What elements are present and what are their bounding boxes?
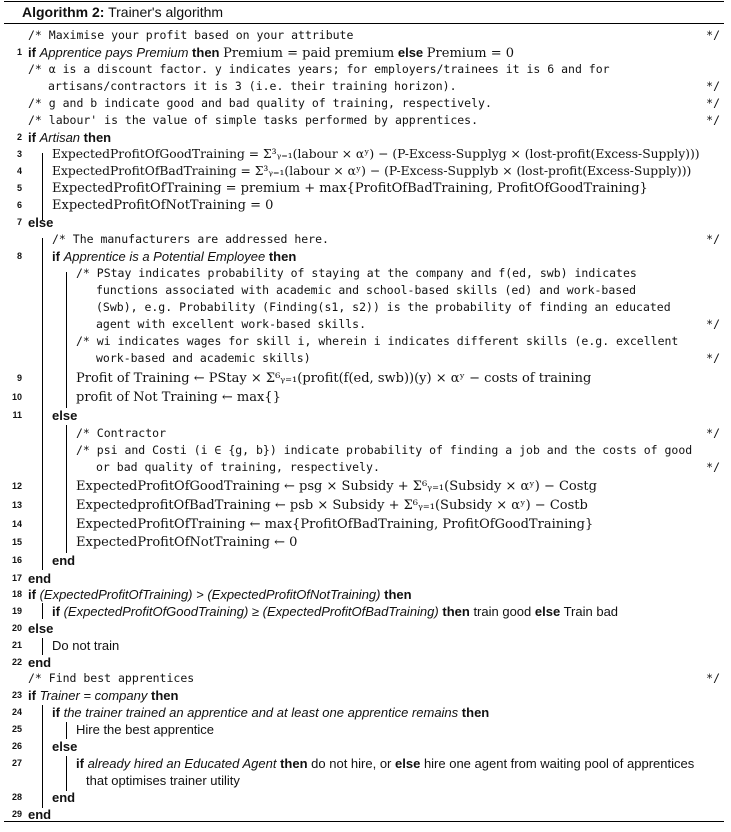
- line-number: 12: [11, 481, 22, 491]
- line-code: end: [52, 553, 76, 568]
- algorithm-line: [4, 789, 724, 806]
- caption-rule: [4, 23, 724, 24]
- line-number: 28: [11, 792, 22, 802]
- algorithm-line: [4, 129, 724, 146]
- comment-end: */: [706, 460, 720, 474]
- algorithm-line: [4, 44, 724, 61]
- algorithm-line: [4, 570, 724, 587]
- algorithm-line: [4, 738, 724, 755]
- line-code: else: [52, 739, 78, 754]
- line-number: 7: [16, 217, 22, 227]
- comment-line: [4, 670, 724, 687]
- line-number: 15: [11, 537, 22, 547]
- algorithm-line: [4, 478, 724, 495]
- line-code: if (ExpectedProfitOfTraining) > (ExpectedProfitOfNotTraining) then: [28, 587, 412, 602]
- line-code: ExpectedProfitOfTraining = premium + max{ProfitOfBadTraining, ProfitOfGoodTraining}: [52, 181, 648, 196]
- algorithm-line: [4, 620, 724, 637]
- line-code: if already hired an Educated Agent then do not hire, or else hire one agent from waiting pool of apprentices: [76, 756, 695, 771]
- algorithm-line: [4, 163, 724, 180]
- comment-line: [4, 459, 724, 476]
- line-code: Profit of Training ← PStay × Σ⁶ᵧ₌₁(profit(f(ed, swb))(y) × αʸ − costs of training: [76, 371, 592, 386]
- comment-text: work-based and academic skills): [96, 351, 311, 365]
- caption-label: Algorithm 2:: [22, 4, 105, 20]
- algorithm-line: [4, 516, 724, 533]
- algorithm-line: [4, 389, 724, 406]
- comment-line: [4, 425, 724, 442]
- algorithm-line: [4, 180, 724, 197]
- line-code: if Artisan then: [28, 130, 112, 145]
- bottom-rule: [4, 821, 724, 822]
- line-number: 16: [11, 555, 22, 565]
- line-code: else: [28, 621, 54, 636]
- comment-end: */: [706, 96, 720, 110]
- comment-end: */: [706, 317, 720, 331]
- comment-text: /* Maximise your profit based on your attribute: [28, 28, 354, 42]
- comment-text: /* labour' is the value of simple tasks performed by apprentices.: [28, 113, 479, 127]
- line-number: 3: [16, 149, 22, 159]
- comment-line: [4, 299, 724, 316]
- line-number: 17: [11, 573, 22, 583]
- comment-line: [4, 316, 724, 333]
- algorithm-line: [4, 248, 724, 265]
- line-number: 29: [11, 809, 22, 819]
- line-code: Hire the best apprentice: [76, 722, 215, 737]
- line-code: ExpectedProfitOfNotTraining ← 0: [76, 535, 298, 550]
- comment-line: [4, 333, 724, 350]
- comment-line: [4, 27, 724, 44]
- algorithm-line: [4, 721, 724, 738]
- comment-end: */: [706, 671, 720, 685]
- line-number: 14: [11, 519, 22, 529]
- comment-line: [4, 282, 724, 299]
- algorithm-line: [4, 497, 724, 514]
- line-code: else: [52, 408, 78, 423]
- line-code: if Apprentice is a Potential Employee then: [52, 249, 297, 264]
- comment-end: */: [706, 351, 720, 365]
- line-number: 11: [12, 410, 22, 420]
- comment-text: agent with excellent work-based skills.: [96, 317, 367, 331]
- algorithm-line: [4, 214, 724, 231]
- algorithm-caption: [22, 4, 223, 20]
- line-code: end: [28, 571, 52, 586]
- comment-text: /* wi indicates wages for skill i, wherein i indicates different skills (e.g. excellent: [76, 334, 679, 348]
- comment-line: [4, 112, 724, 129]
- caption-title: Trainer's algorithm: [108, 4, 224, 20]
- line-number: 1: [16, 47, 22, 57]
- line-code: ExpectedProfitOfGoodTraining ← psg × Subsidy + Σ⁶ᵧ₌₁(Subsidy × αʸ) − Costg: [76, 479, 597, 494]
- line-code: profit of Not Training ← max{}: [76, 390, 281, 405]
- comment-text: /* The manufacturers are addressed here.: [52, 232, 329, 246]
- comment-end: */: [706, 426, 720, 440]
- comment-text: (Swb), e.g. Probability (Finding(s1, s2)) is the probability of finding an educated: [96, 300, 671, 314]
- comment-text: /* PStay indicates probability of staying at the company and f(ed, swb) indicates: [76, 266, 637, 280]
- algorithm-line: [4, 687, 724, 704]
- line-number: 2: [16, 132, 22, 142]
- line-code: ExpectedProfitOfGoodTraining = Σ³ᵧ₌₁(labour × αʸ) − (P-Excess-Supplyg × (lost-profit(Excess-Supply))): [52, 147, 700, 161]
- comment-end: */: [706, 113, 720, 127]
- comment-text: /* α is a discount factor. y indicates years; for employers/trainees it is 6 and for: [28, 62, 610, 76]
- line-number: 13: [11, 500, 22, 510]
- line-number: 8: [16, 251, 22, 261]
- line-number: 20: [11, 623, 22, 633]
- line-number: 23: [11, 690, 22, 700]
- line-number: 26: [11, 741, 22, 751]
- comment-line: [4, 61, 724, 78]
- algorithm-line: [4, 586, 724, 603]
- line-number: 22: [11, 657, 22, 667]
- algorithm-line: [4, 146, 724, 163]
- comment-text: or bad quality of training, respectively.: [96, 460, 380, 474]
- line-code: ExpectedProfitOfBadTraining = Σ³ᵧ₌₁(labour × αʸ) − (P-Excess-Supplyb × (lost-profit(Excess-Supply))): [52, 164, 692, 178]
- line-number: 10: [11, 392, 22, 402]
- algorithm-line: [4, 552, 724, 569]
- comment-end: */: [706, 28, 720, 42]
- top-rule: [4, 1, 724, 2]
- algorithm-line: [4, 197, 724, 214]
- comment-line: [4, 442, 724, 459]
- line-code: end: [28, 655, 52, 670]
- line-number: 19: [11, 606, 22, 616]
- line-number: 21: [11, 640, 22, 650]
- comment-end: */: [706, 232, 720, 246]
- comment-text: /* Find best apprentices: [28, 671, 195, 685]
- comment-text: /* g and b indicate good and bad quality of training, respectively.: [28, 96, 492, 110]
- algorithm-line: [4, 407, 724, 424]
- comment-line: [4, 231, 724, 248]
- line-number: 24: [11, 707, 22, 717]
- line-code: that optimises trainer utility: [86, 773, 240, 788]
- line-code: if the trainer trained an apprentice and at least one apprentice remains then: [52, 705, 490, 720]
- line-code: ExpectedprofitOfBadTraining ← psb × Subsidy + Σ⁶ᵧ₌₁(Subsidy × αʸ) − Costb: [76, 498, 588, 513]
- comment-line: [4, 95, 724, 112]
- line-code: ExpectedProfitOfNotTraining = 0: [52, 198, 274, 213]
- comment-end: */: [706, 79, 720, 93]
- comment-line: [4, 265, 724, 282]
- line-number: 25: [11, 724, 22, 734]
- line-code: ExpectedProfitOfTraining ← max{ProfitOfBadTraining, ProfitOfGoodTraining}: [76, 517, 594, 532]
- line-code: else: [28, 215, 54, 230]
- line-code: if Apprentice pays Premium then Premium = paid premium else Premium = 0: [28, 45, 515, 61]
- line-code: if (ExpectedProfitOfGoodTraining) ≥ (ExpectedProfitOfBadTraining) then train good else Train bad: [52, 604, 619, 619]
- line-code: if Trainer = company then: [28, 688, 179, 703]
- comment-text: functions associated with academic and school-based skills (ed) and work-based: [96, 283, 637, 297]
- algorithm-line: [4, 603, 724, 620]
- algorithm-line: [4, 637, 724, 654]
- line-code: end: [52, 790, 76, 805]
- comment-text: artisans/contractors it is 3 (i.e. their training horizon).: [48, 79, 457, 93]
- line-code: end: [28, 807, 52, 822]
- line-number: 18: [11, 589, 22, 599]
- line-number: 6: [16, 200, 22, 210]
- line-number: 5: [16, 183, 22, 193]
- line-number: 27: [11, 758, 22, 768]
- line-number: 4: [16, 166, 22, 176]
- comment-text: /* Contractor: [76, 426, 167, 440]
- comment-line: [4, 350, 724, 367]
- comment-line: [4, 78, 724, 95]
- comment-text: /* psi and Costi (i ∈ {g, b}) indicate probability of finding a job and the costs of good: [76, 443, 693, 457]
- algorithm-line-continuation: [4, 772, 724, 789]
- line-number: 9: [16, 373, 22, 383]
- algorithm-line: [4, 534, 724, 551]
- line-code: Do not train: [52, 638, 120, 653]
- algorithm-line: [4, 654, 724, 671]
- algorithm-line: [4, 704, 724, 721]
- algorithm-line: [4, 370, 724, 387]
- algorithm-line: [4, 755, 724, 772]
